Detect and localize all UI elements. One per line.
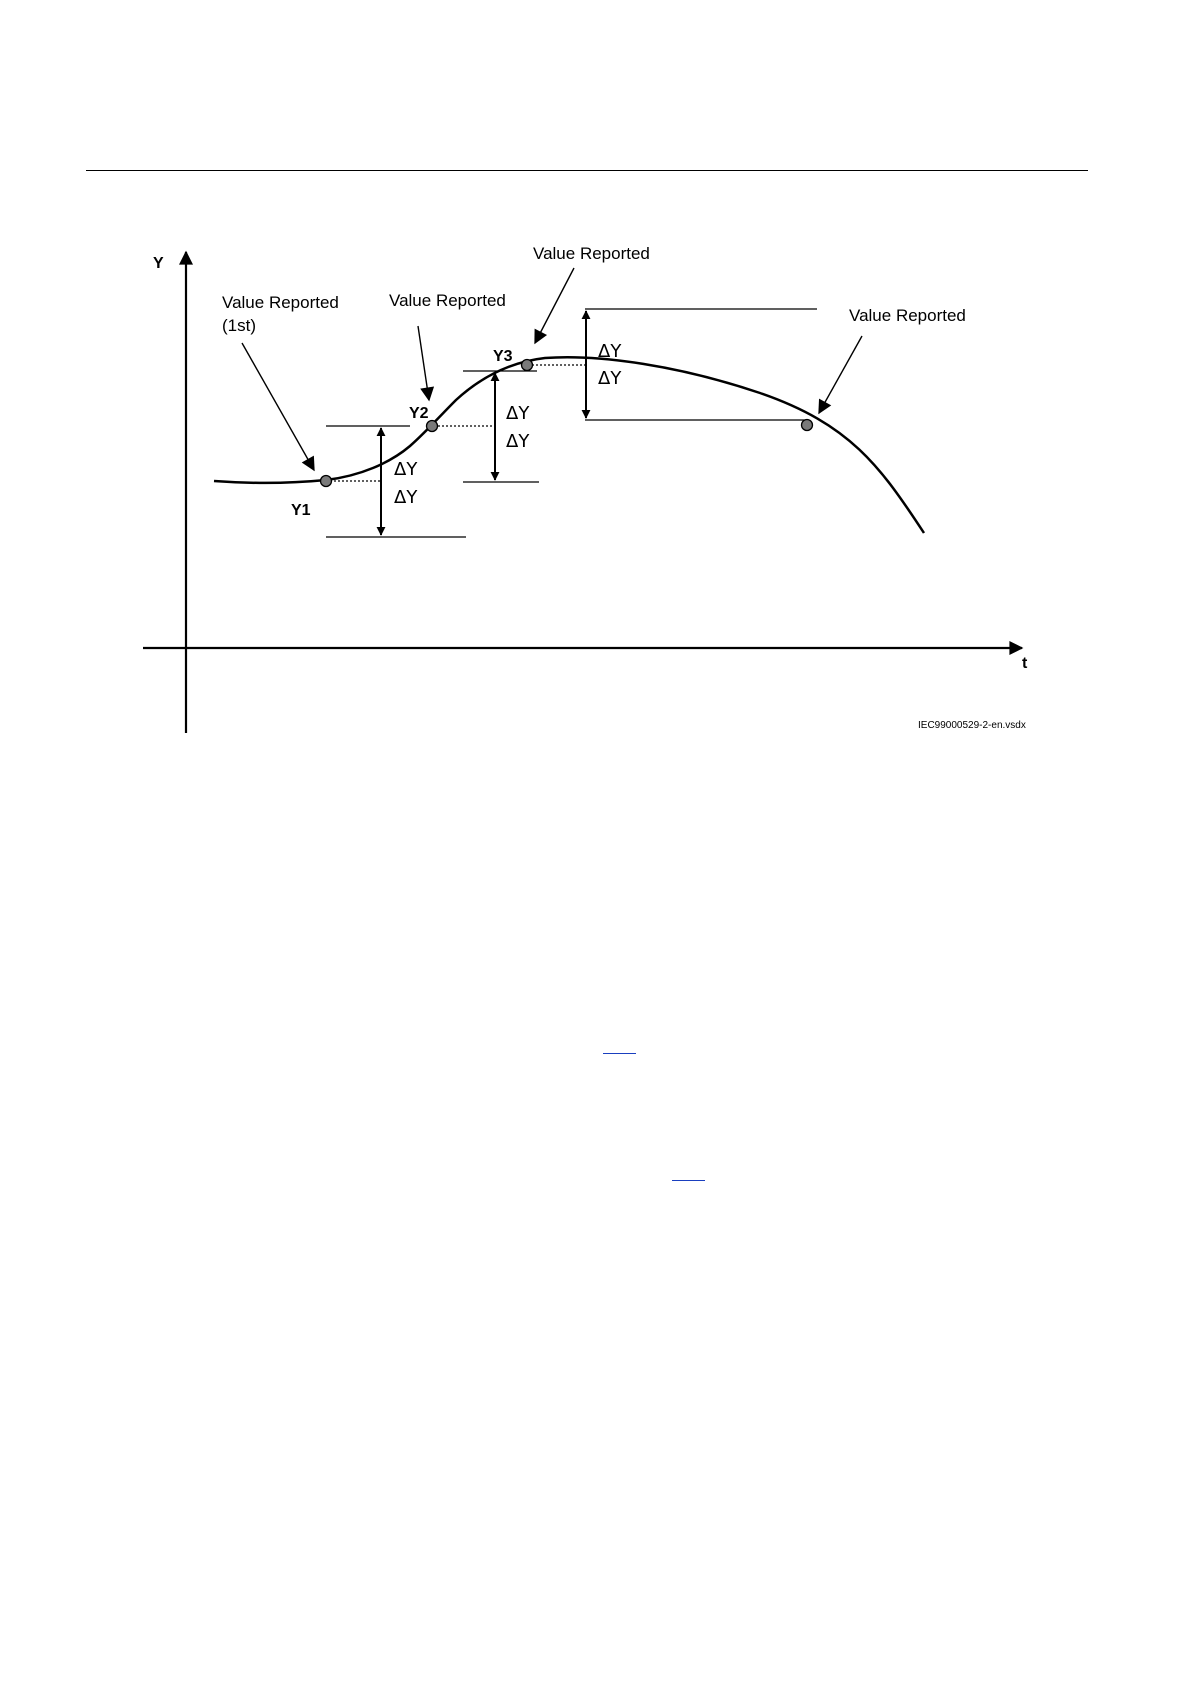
y1-delta-lower-label: ΔY	[394, 487, 418, 508]
callout-2-text: Value Reported	[389, 291, 506, 310]
callout-4-leader	[819, 336, 862, 413]
link-stub-1[interactable]	[603, 1053, 636, 1054]
y1-delta-upper-label: ΔY	[394, 459, 418, 480]
reported-point-4	[802, 420, 813, 431]
y2-delta-upper-label: ΔY	[506, 403, 530, 424]
reported-point-y3	[522, 360, 533, 371]
callout-1-leader	[242, 343, 314, 470]
y3-delta-upper-label: ΔY	[598, 341, 622, 362]
callout-1-line1: Value Reported	[222, 293, 339, 312]
point-label-y1: Y1	[291, 502, 311, 519]
callout-3-leader	[535, 268, 574, 343]
reported-point-y2	[427, 421, 438, 432]
y3-delta-lower-label: ΔY	[598, 368, 622, 389]
signal-curve	[214, 357, 924, 533]
figure-file-id: IEC99000529-2-en.vsdx	[918, 720, 1026, 731]
callout-2-leader	[418, 326, 429, 400]
callout-4-text: Value Reported	[849, 306, 966, 325]
callout-3-text: Value Reported	[533, 244, 650, 263]
reported-point-y1	[321, 476, 332, 487]
y-axis-label: Y	[153, 255, 164, 272]
point-label-y3: Y3	[493, 348, 513, 365]
callout-1-line2: (1st)	[222, 316, 256, 335]
point-label-y2: Y2	[409, 405, 429, 422]
link-stub-2[interactable]	[672, 1180, 705, 1181]
x-axis-label: t	[1022, 655, 1028, 672]
y2-delta-lower-label: ΔY	[506, 431, 530, 452]
